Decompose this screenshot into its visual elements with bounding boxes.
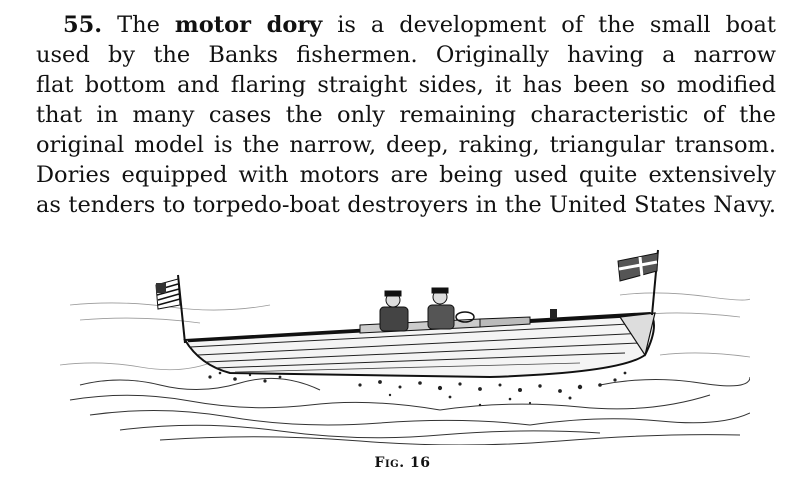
paragraph-line-3: flat bottom and flaring straight sides, it has been so modified: [36, 72, 776, 98]
motor-dory-illustration: [60, 245, 750, 445]
paragraph-line-1-end: is a development of the small boat: [337, 12, 776, 38]
paragraph-line-6: Dories equipped with motors are being used quite extensively: [36, 162, 776, 188]
term-motor-dory: motor dory: [174, 12, 323, 38]
paragraph-number: 55.: [63, 12, 103, 38]
paragraph-55: [36, 10, 776, 220]
paragraph-line-5: original model is the narrow, deep, raking, triangular transom.: [36, 132, 776, 158]
bow-flag: [156, 275, 185, 343]
stern-flag: [618, 250, 658, 315]
paragraph-line-1-start: The: [117, 12, 160, 38]
paragraph-line-2: used by the Banks fishermen. Originally having a narrow: [36, 42, 776, 68]
figure-caption: Fig. 16: [374, 455, 431, 471]
paragraph-line-4: that in many cases the only remaining characteristic of the: [36, 102, 776, 128]
waves: [70, 377, 750, 445]
paragraph-line-1: [36, 10, 776, 40]
paragraph-line-7: as tenders to torpedo-boat destroyers in the United States Navy.: [36, 192, 776, 218]
stern-light: [550, 309, 557, 319]
